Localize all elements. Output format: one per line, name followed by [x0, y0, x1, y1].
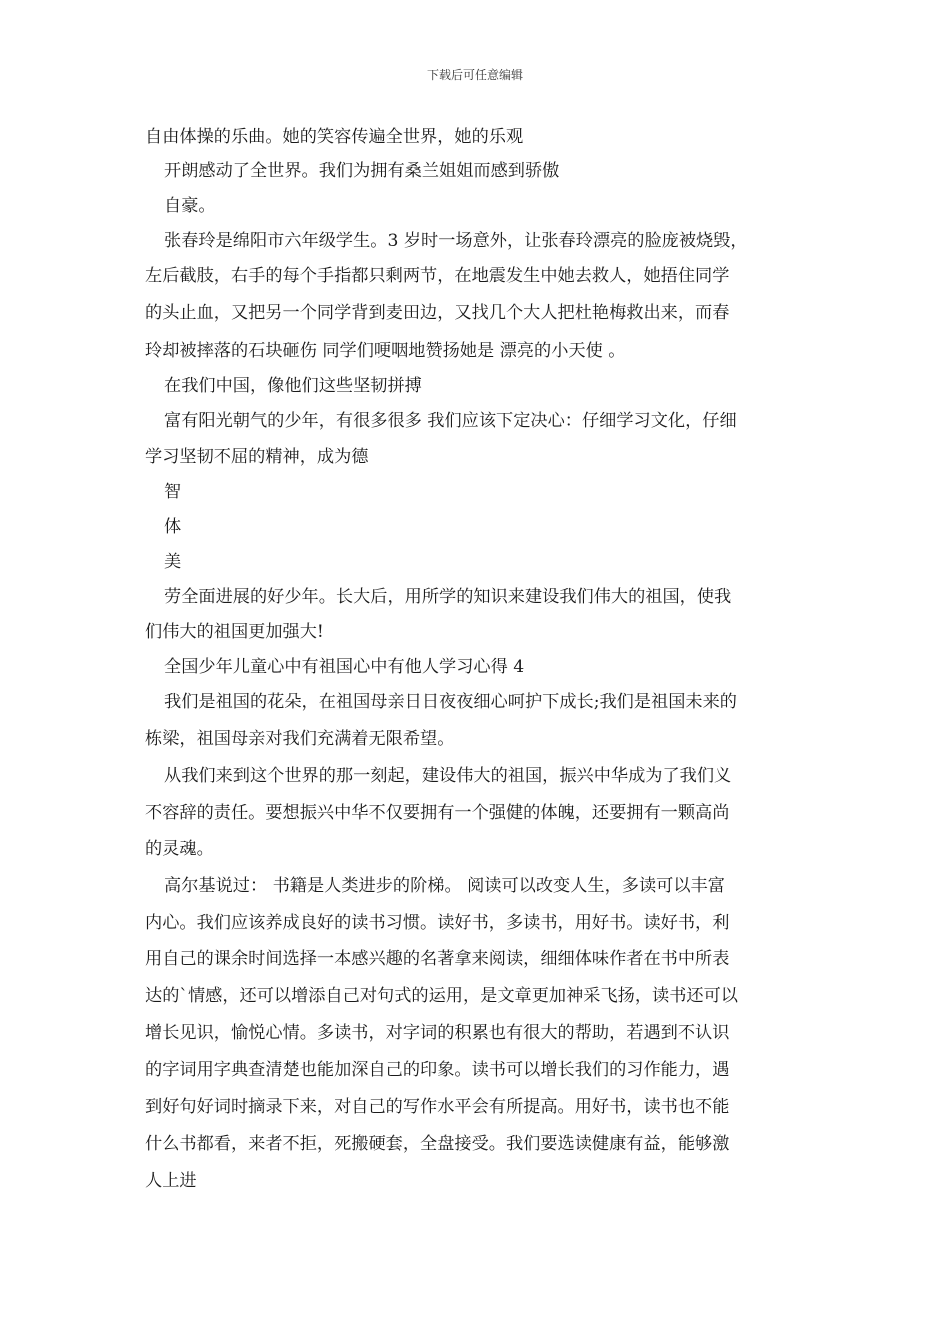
text-line: 到好句好词时摘录下来，对自己的写作水平会有所提高。用好书，读书也不能	[145, 1097, 730, 1117]
text-line: 的灵魂。	[145, 839, 214, 859]
text-line: 我们是祖国的花朵，在祖国母亲日日夜夜细心呵护下成长;我们是祖国未来的	[164, 692, 737, 712]
text-line: 富有阳光朝气的少年，有很多很多 我们应该下定决心：仔细学习文化，仔细	[164, 411, 737, 431]
text-line: 自豪。	[164, 196, 216, 216]
text-line: 学习坚韧不屈的精神，成为德	[145, 447, 369, 467]
text-line: 玲却被摔落的石块砸伤 同学们哽咽地赞扬她是 漂亮的小天使 。	[145, 341, 626, 361]
page-header: 下载后可任意编辑	[426, 68, 523, 82]
text-line: 劳全面进展的好少年。长大后，用所学的知识来建设我们伟大的祖国，使我	[164, 587, 732, 607]
text-line: 从我们来到这个世界的那一刻起，建设伟大的祖国，振兴中华成为了我们义	[164, 766, 732, 786]
text-line: 栋梁，祖国母亲对我们充满着无限希望。	[145, 729, 455, 749]
text-line: 在我们中国，像他们这些坚韧拼搏	[164, 376, 422, 396]
text-line: 增长见识，愉悦心情。多读书，对字词的积累也有很大的帮助，若遇到不认识	[145, 1023, 730, 1043]
text-line: 开朗感动了全世界。我们为拥有桑兰姐姐而感到骄傲	[164, 161, 560, 181]
text-line: 达的`情感，还可以增添自己对句式的运用，是文章更加神采飞扬，读书还可以	[145, 986, 738, 1006]
text-line: 左后截肢，右手的每个手指都只剩两节，在地震发生中她去救人，她捂住同学	[145, 266, 730, 286]
text-line: 美	[164, 552, 182, 572]
text-line: 自由体操的乐曲。她的笑容传遍全世界，她的乐观	[145, 127, 524, 147]
text-line: 的头止血，又把另一个同学背到麦田边，又找几个大人把杜艳梅救出来，而春	[145, 303, 730, 323]
text-line: 的字词用字典查清楚也能加深自己的印象。读书可以增长我们的习作能力，遇	[145, 1060, 730, 1080]
text-line: 智	[164, 482, 182, 502]
text-line: 全国少年儿童心中有祖国心中有他人学习心得 4	[164, 657, 525, 677]
text-line: 内心。我们应该养成良好的读书习惯。读好书，多读书，用好书。读好书，利	[145, 913, 730, 933]
text-line: 什么书都看，来者不拒，死搬硬套，全盘接受。我们要选读健康有益，能够激	[145, 1134, 730, 1154]
text-line: 体	[164, 517, 182, 537]
text-line: 用自己的课余时间选择一本感兴趣的名著拿来阅读，细细体味作者在书中所表	[145, 949, 730, 969]
text-line: 张春玲是绵阳市六年级学生。3 岁时一场意外，让张春玲漂亮的脸庞被烧毁，	[164, 231, 748, 251]
text-line: 高尔基说过： 书籍是人类进步的阶梯。 阅读可以改变人生，多读可以丰富	[164, 876, 725, 896]
text-line: 人上进	[145, 1171, 197, 1191]
text-line: 们伟大的祖国更加强大!	[145, 622, 324, 642]
text-line: 不容辞的责任。要想振兴中华不仅要拥有一个强健的体魄，还要拥有一颗高尚	[145, 803, 730, 823]
